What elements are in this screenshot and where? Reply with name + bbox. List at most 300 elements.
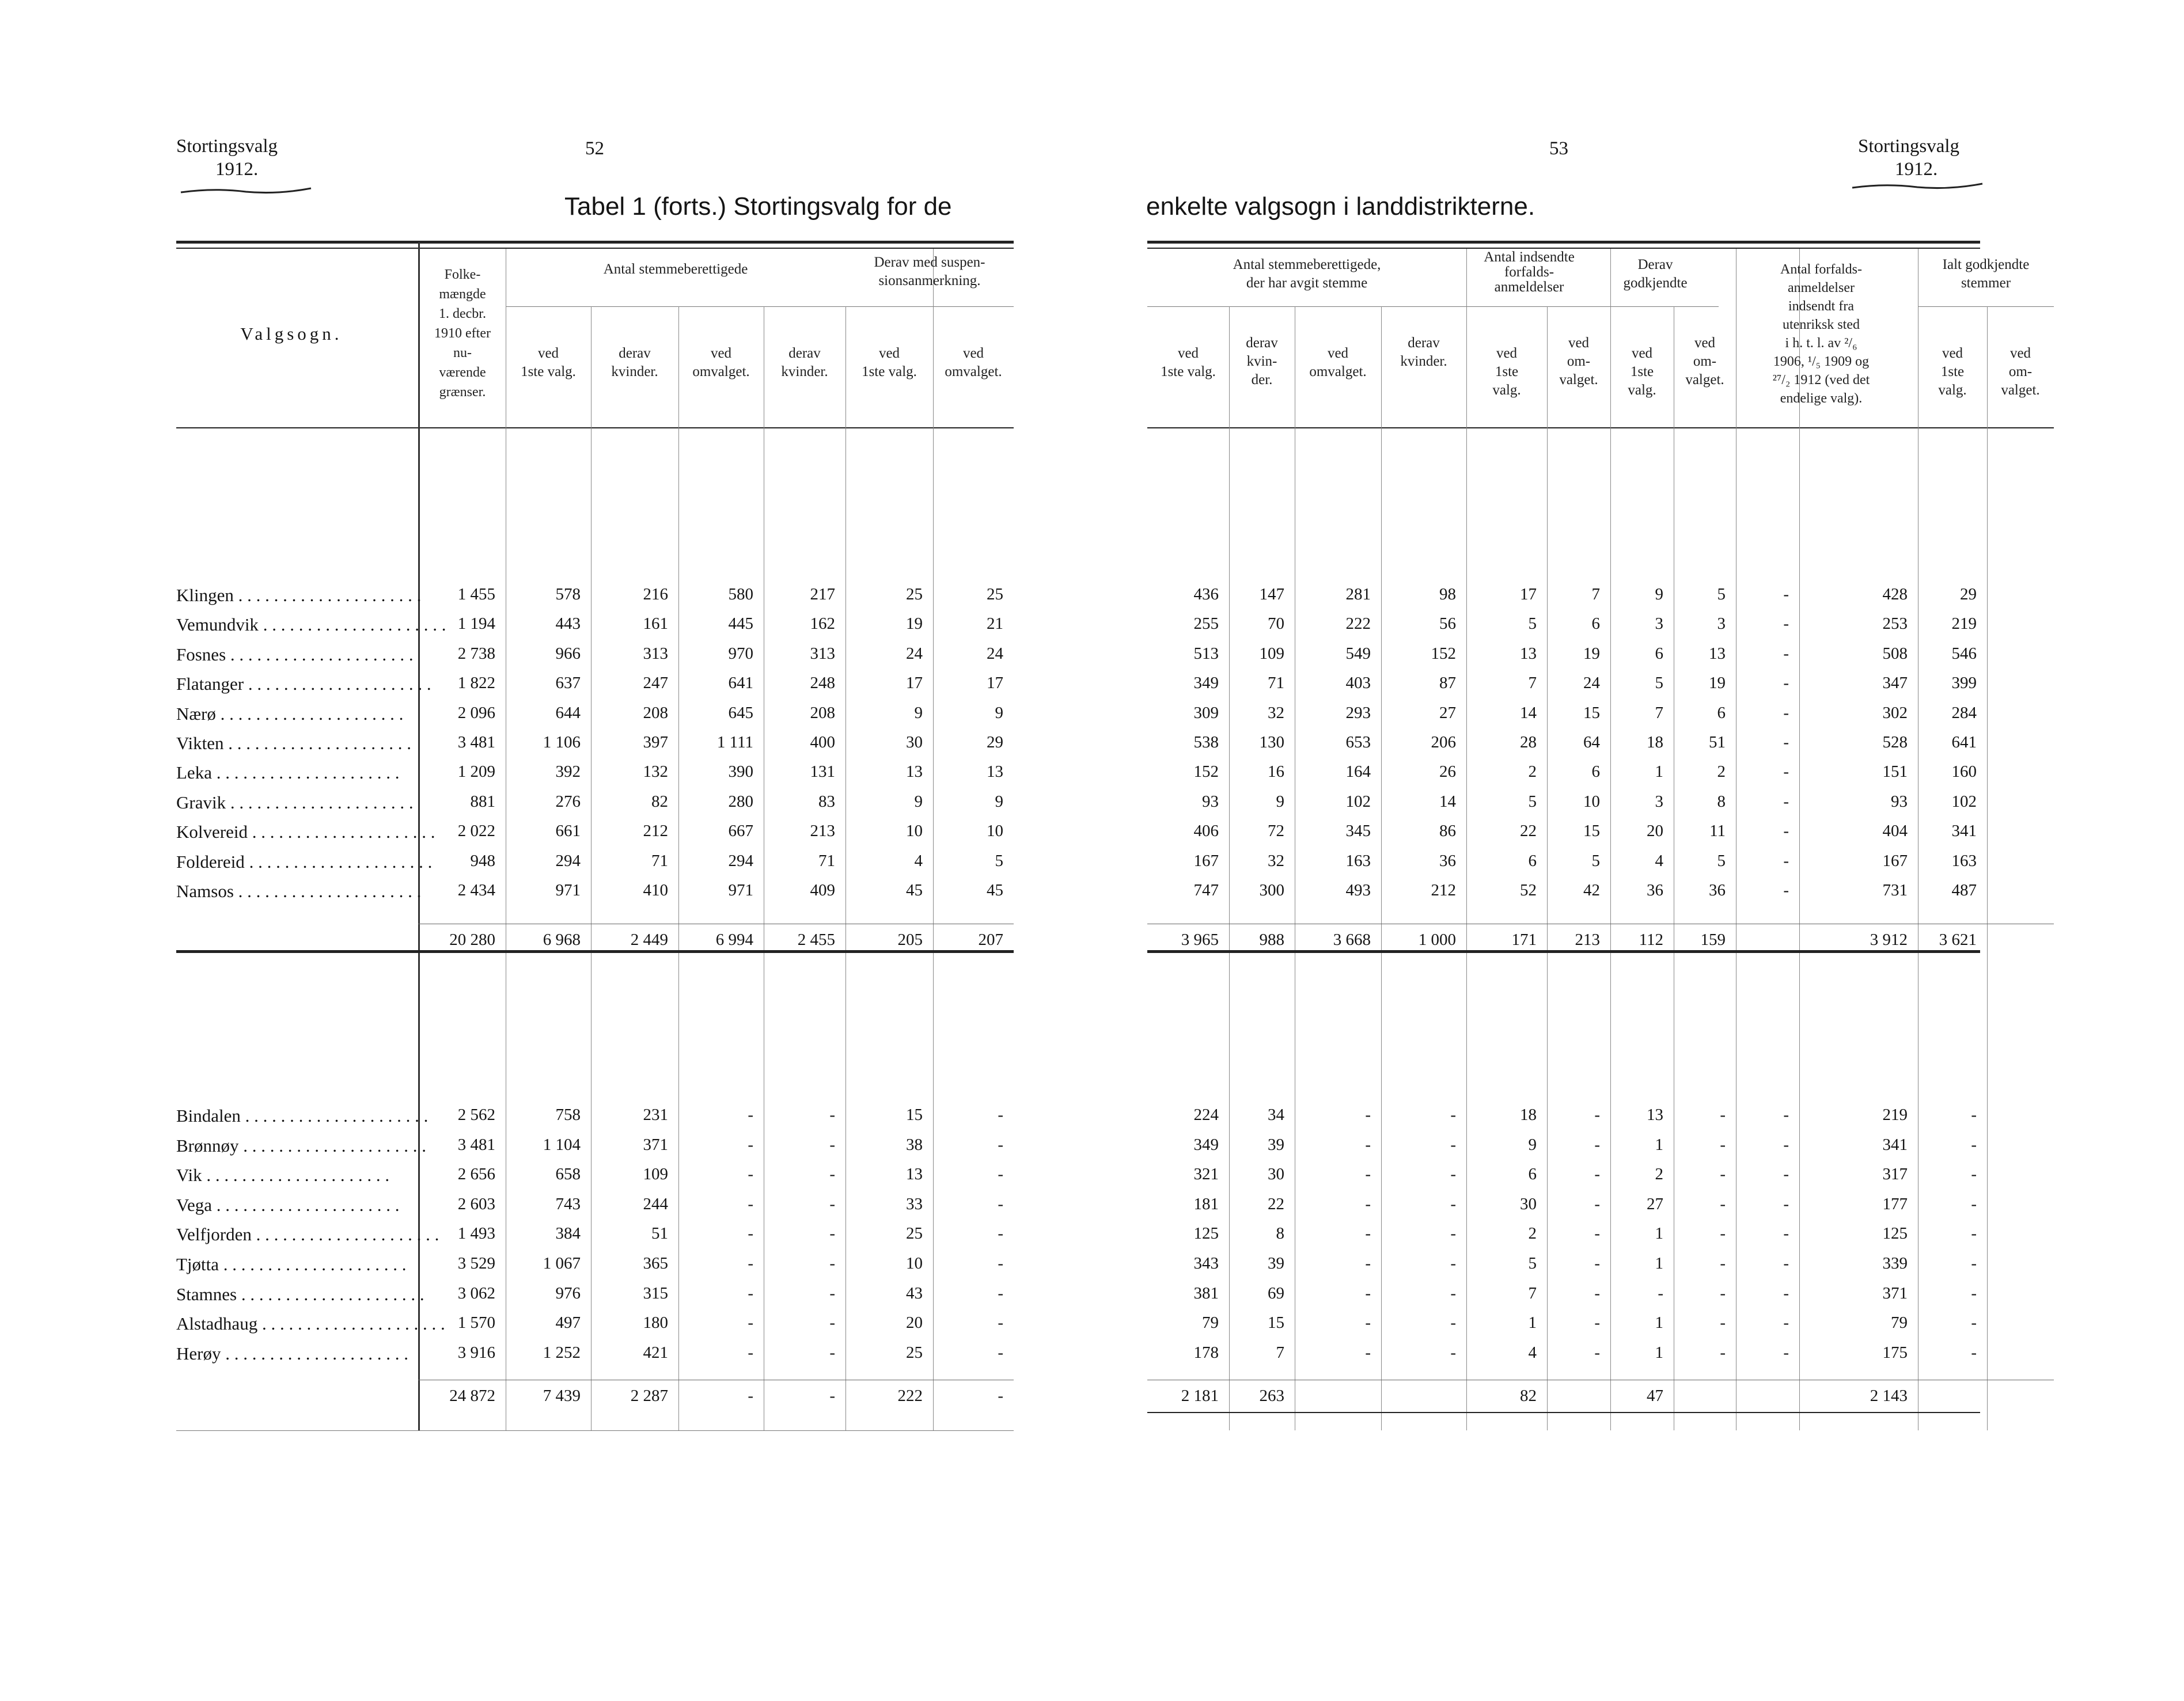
total-cell: 159 [1700,931,1726,949]
leader-dots: . . . . . . . . . . . . . . . . . . . . . [244,851,433,872]
table-cell: 3 916 [457,1343,495,1362]
rule-group-indsendte [1466,306,1592,307]
header-sub-col: ved omvalget. [1309,345,1367,379]
table-cell: 216 [643,585,668,603]
table-cell: 132 [643,762,668,781]
row-label [176,1284,424,1305]
table-cell: - [1971,1224,1977,1243]
table-cell: - [1594,1254,1600,1273]
table-cell: 13 [906,762,923,781]
header-sub-col: ved omvalget. [945,345,1002,379]
table-cell: 6 [1717,703,1726,722]
header-sub-col: ved om- valget. [1685,335,1724,388]
table-cell: 177 [1882,1194,1908,1213]
table-cell: 16 [1268,762,1284,781]
table-cell: - [1971,1313,1977,1332]
table-cell: 24 [906,644,923,663]
table-cell: 743 [555,1194,581,1213]
table-cell: 403 [1345,674,1371,693]
table-cell: - [748,1165,753,1184]
table-cell: 9 [914,703,923,722]
table-cell: 3 [1655,792,1663,811]
table-cell: 1 [1655,1343,1663,1362]
table-cell: 10 [906,822,923,841]
table-cell: 70 [1268,614,1284,633]
table-cell: 93 [1202,792,1219,811]
table-cell: 10 [906,1254,923,1273]
table-cell: 421 [643,1343,668,1362]
table-cell: 6 [1591,762,1600,781]
table-cell: 406 [1193,822,1219,841]
table-cell: - [1783,644,1789,663]
row-label [176,674,431,694]
table-cell: 6 [1591,614,1600,633]
table-cell: 1 455 [457,585,495,603]
table-cell: 1 106 [543,733,581,751]
table-cell: 212 [643,822,668,841]
rule-bottom-left [176,1430,1014,1431]
table-cell: 102 [1345,792,1371,811]
table-cell: 2 603 [457,1194,495,1213]
table-cell: 9 [995,792,1003,811]
table-cell: 321 [1193,1165,1219,1184]
total-cell: 1 000 [1418,931,1456,949]
valgsogn-name: Foldereid [176,851,245,872]
row-label [176,881,422,902]
table-cell: - [1783,851,1789,870]
leader-dots: . . . . . . . . . . . . . . . . . . . . . [233,881,422,901]
table-cell: - [1365,1284,1371,1303]
table-cell: 45 [906,881,923,899]
table-cell: - [1720,1284,1726,1303]
total-cell: 222 [897,1387,923,1405]
table-cell: 390 [728,762,753,781]
table-cell: 4 [914,851,923,870]
table-cell: - [829,1254,835,1273]
table-cell: 175 [1882,1343,1908,1362]
table-cell: - [1365,1224,1371,1243]
table-cell: 400 [810,733,835,751]
table-cell: 102 [1951,792,1977,811]
table-cell: 341 [1882,1135,1908,1154]
rule-top-right [1147,241,1980,244]
valgsogn-name: Gravik [176,792,226,812]
table-cell: 9 [1528,1135,1537,1154]
total-cell: 205 [897,931,923,949]
valgsogn-name: Stamnes [176,1284,237,1304]
total-cell: 112 [1639,931,1663,949]
total-cell: 3 668 [1333,931,1371,949]
total-cell: - [748,1387,753,1405]
table-cell: 15 [1583,703,1600,722]
leader-dots: . . . . . . . . . . . . . . . . . . . . . [257,1313,445,1334]
table-cell: 339 [1882,1254,1908,1273]
table-cell: 9 [995,703,1003,722]
table-cell: - [998,1284,1003,1303]
valgsogn-name: Vikten [176,733,224,753]
table-cell: 493 [1345,881,1371,899]
table-cell: 345 [1345,822,1371,841]
table-cell: 976 [555,1284,581,1303]
table-cell: - [1658,1284,1663,1303]
table-cell: 86 [1439,822,1456,841]
table-cell: - [1450,1254,1456,1273]
table-cell: 162 [810,614,835,633]
table-cell: 7 [1276,1343,1284,1362]
header-sub-col: derav kvin- der. [1246,335,1278,388]
table-cell: 1 194 [457,614,495,633]
valgsogn-name: Brønnøy [176,1135,239,1156]
table-cell: 3 062 [457,1284,495,1303]
total-cell: 2 143 [1870,1387,1908,1405]
leader-dots: . . . . . . . . . . . . . . . . . . . . . [215,703,404,724]
table-cell: 28 [1520,733,1537,751]
table-cell: - [1450,1313,1456,1332]
table-cell: 2 022 [457,822,495,841]
table-cell: 71 [1268,674,1284,693]
table-cell: 51 [651,1224,668,1243]
valgsogn-name: Bindalen [176,1106,241,1126]
row-label [176,1343,412,1364]
table-cell: 13 [1647,1106,1663,1124]
table-cell: 152 [1431,644,1456,663]
table-cell: 349 [1193,674,1219,693]
table-cell: 36 [1439,851,1456,870]
leader-dots: . . . . . . . . . . . . . . . . . . . . . [219,1254,407,1274]
table-cell: 313 [810,644,835,663]
table-cell: 641 [728,674,753,693]
table-cell: - [998,1165,1003,1184]
table-cell: 731 [1882,881,1908,899]
header-sub-col: ved 1ste valg. [1938,345,1967,398]
table-cell: 32 [1268,703,1284,722]
table-cell: 219 [1951,614,1977,633]
row-label [176,792,412,813]
table-cell: 1 570 [457,1313,495,1332]
table-cell: 1 067 [543,1254,581,1273]
table-cell: 151 [1882,762,1908,781]
table-cell: 25 [987,585,1003,603]
header-sub-col: ved om- valget. [2001,345,2040,398]
table-cell: - [998,1194,1003,1213]
table-cell: - [1783,762,1789,781]
table-cell: 1 252 [543,1343,581,1362]
rule-bottom-right [1147,1412,1980,1413]
table-cell: 24 [1583,674,1600,693]
table-cell: 2 [1528,1224,1537,1243]
table-cell: - [1594,1135,1600,1154]
table-cell: 428 [1882,585,1908,603]
table-cell: - [1365,1194,1371,1213]
table-cell: 19 [1583,644,1600,663]
row-label [176,733,412,754]
table-cell: 317 [1882,1165,1908,1184]
row-label [176,1106,429,1126]
table-cell: 2 434 [457,881,495,899]
rule-top-right-thin [1147,248,1980,249]
table-cell: - [1594,1194,1600,1213]
table-cell: 5 [1528,614,1537,633]
leader-dots: . . . . . . . . . . . . . . . . . . . . . [223,733,412,753]
table-cell: 970 [728,644,753,663]
table-cell: 130 [1259,733,1284,751]
leader-dots: . . . . . . . . . . . . . . . . . . . . . [258,614,446,635]
header-sub-col: derav kvinder. [1400,335,1447,369]
table-cell: - [1783,1224,1789,1243]
header-sub-col: derav kvinder. [611,345,658,379]
table-cell: 17 [987,674,1003,693]
table-cell: 19 [906,614,923,633]
total-cell: 988 [1259,931,1284,949]
table-cell: 436 [1193,585,1219,603]
leader-dots: . . . . . . . . . . . . . . . . . . . . . [211,762,400,783]
table-cell: - [1720,1194,1726,1213]
table-cell: 6 [1528,1165,1537,1184]
table-cell: - [1720,1343,1726,1362]
header-sub-col: ved omvalget. [692,345,750,379]
total-cell: 213 [1575,931,1600,949]
table-cell: 546 [1951,644,1977,663]
table-cell: 349 [1193,1135,1219,1154]
table-cell: 6 [1528,851,1537,870]
table-cell: 13 [1520,644,1537,663]
table-cell: 253 [1882,614,1908,633]
row-label [176,1135,426,1156]
table-cell: 93 [1891,792,1908,811]
leader-dots: . . . . . . . . . . . . . . . . . . . . . [240,1106,429,1126]
table-cell: 52 [1520,881,1537,899]
leader-dots: . . . . . . . . . . . . . . . . . . . . . [221,1343,408,1364]
table-cell: - [1783,1284,1789,1303]
table-cell: 2 738 [457,644,495,663]
table-cell: 125 [1882,1224,1908,1243]
table-cell: 1 111 [716,733,753,751]
row-label [176,1254,412,1275]
table-cell: 1 104 [543,1135,581,1154]
table-cell: - [1783,614,1789,633]
row-label [176,614,446,635]
table-cell: 1 [1528,1313,1537,1332]
table-cell: - [1783,1135,1789,1154]
leader-dots: . . . . . . . . . . . . . . . . . . . . . [233,585,422,605]
leader-dots: . . . . . . . . . . . . . . . . . . . . . [238,1135,426,1156]
table-cell: 758 [555,1106,581,1124]
table-cell: - [998,1135,1003,1154]
table-cell: - [1783,674,1789,693]
table-cell: 163 [1951,851,1977,870]
table-cell: 82 [651,792,668,811]
table-cell: - [1365,1106,1371,1124]
table-title-right: enkelte valgsogn i landdistrikterne. [1146,192,1535,221]
table-cell: 25 [906,585,923,603]
table-cell: 167 [1193,851,1219,870]
table-cell: 5 [1717,585,1726,603]
header-sub-col: ved 1ste valg. [521,345,576,379]
table-cell: - [1783,1313,1789,1332]
table-cell: - [748,1284,753,1303]
rule-group-antal [506,306,845,307]
table-cell: - [1720,1135,1726,1154]
table-cell: 14 [1520,703,1537,722]
table-cell: - [1594,1284,1600,1303]
table-cell: - [1971,1135,1977,1154]
table-cell: 445 [728,614,753,633]
table-cell: - [1720,1106,1726,1124]
table-cell: 206 [1431,733,1456,751]
table-cell: 528 [1882,733,1908,751]
table-cell: 300 [1259,881,1284,899]
table-cell: 164 [1345,762,1371,781]
table-cell: 167 [1882,851,1908,870]
running-header-left: Stortingsvalg [176,136,278,157]
table-cell: - [1450,1224,1456,1243]
running-year-left: 1912. [215,159,259,180]
table-cell: 294 [728,851,753,870]
table-cell: 71 [651,851,668,870]
total-cell: 263 [1259,1387,1284,1405]
table-cell: 2 096 [457,703,495,722]
table-cell: 213 [810,822,835,841]
row-label [176,585,422,606]
table-cell: 293 [1345,703,1371,722]
table-cell: 1 [1655,762,1663,781]
table-cell: - [1365,1313,1371,1332]
table-cell: 64 [1583,733,1600,751]
table-cell: 161 [643,614,668,633]
table-cell: - [1783,703,1789,722]
table-cell: 1 [1655,1313,1663,1332]
row-label [176,851,433,872]
valgsogn-name: Vik [176,1165,202,1186]
table-cell: 281 [1345,585,1371,603]
table-cell: - [1783,1106,1789,1124]
table-cell: 3 529 [457,1254,495,1273]
table-cell: 661 [555,822,581,841]
table-cell: 3 [1717,614,1726,633]
table-cell: 29 [1960,585,1977,603]
table-cell: - [748,1135,753,1154]
total-cell: 207 [978,931,1003,949]
table-cell: 410 [643,881,668,899]
table-cell: 409 [810,881,835,899]
valgsogn-name: Herøy [176,1343,221,1364]
header-sub-col: ved 1ste valg. [862,345,917,379]
table-cell: - [1783,881,1789,899]
leader-dots: . . . . . . . . . . . . . . . . . . . . . [211,1194,400,1215]
table-cell: - [998,1224,1003,1243]
table-cell: 30 [1520,1194,1537,1213]
total-cell: 6 994 [715,931,753,949]
table-cell: 5 [1717,851,1726,870]
table-cell: 309 [1193,703,1219,722]
table-cell: - [1594,1106,1600,1124]
table-cell: 10 [987,822,1003,841]
table-cell: - [1720,1165,1726,1184]
table-cell: 24 [987,644,1003,663]
valgsogn-name: Vega [176,1194,212,1215]
table-cell: 247 [643,674,668,693]
table-cell: - [1450,1165,1456,1184]
table-cell: - [1594,1313,1600,1332]
table-cell: 966 [555,644,581,663]
table-cell: 381 [1193,1284,1219,1303]
table-cell: - [1971,1194,1977,1213]
table-cell: - [1971,1106,1977,1124]
valgsogn-name: Alstadhaug [176,1313,258,1334]
table-cell: 36 [1709,881,1726,899]
table-cell: 9 [1276,792,1284,811]
table-cell: 10 [1583,792,1600,811]
table-cell: 98 [1439,585,1456,603]
total-cell: 2 181 [1181,1387,1219,1405]
table-cell: 971 [728,881,753,899]
table-cell: 42 [1583,881,1600,899]
table-cell: - [748,1106,753,1124]
table-cell: - [1971,1254,1977,1273]
table-cell: - [998,1106,1003,1124]
table-cell: - [1365,1254,1371,1273]
table-cell: 255 [1193,614,1219,633]
table-cell: 1 [1655,1135,1663,1154]
table-cell: 17 [906,674,923,693]
ornament-swash-left [180,187,312,195]
leader-dots: . . . . . . . . . . . . . . . . . . . . . [202,1165,390,1186]
table-cell: 7 [1528,674,1537,693]
table-cell: - [1450,1135,1456,1154]
table-cell: 5 [1591,851,1600,870]
header-indsendte: Antal indsendte forfalds- anmeldelser [1484,249,1575,295]
table-cell: 971 [555,881,581,899]
table-cell: - [829,1194,835,1213]
table-cell: 1 209 [457,762,495,781]
row-label [176,1313,445,1334]
rule-head-left [176,427,1014,428]
leader-dots: . . . . . . . . . . . . . . . . . . . . . [244,674,431,694]
table-cell: 1 822 [457,674,495,693]
table-cell: 3 481 [457,1135,495,1154]
table-cell: 658 [555,1165,581,1184]
table-cell: 178 [1193,1343,1219,1362]
table-cell: - [829,1224,835,1243]
table-cell: 29 [987,733,1003,751]
rule-top-left-thin [176,248,1014,249]
table-cell: 341 [1951,822,1977,841]
table-cell: 109 [643,1165,668,1184]
table-cell: - [1720,1224,1726,1243]
table-cell: 15 [1583,822,1600,841]
table-cell: - [1594,1165,1600,1184]
table-cell: 667 [728,822,753,841]
table-cell: 79 [1202,1313,1219,1332]
table-cell: 280 [728,792,753,811]
table-cell: 302 [1882,703,1908,722]
table-cell: - [1594,1343,1600,1362]
table-cell: 22 [1268,1194,1284,1213]
table-cell: - [1783,1254,1789,1273]
table-cell: - [829,1313,835,1332]
table-cell: - [1783,792,1789,811]
table-cell: - [1594,1224,1600,1243]
running-year-right: 1912. [1895,159,1938,180]
table-cell: 244 [643,1194,668,1213]
table-cell: 315 [643,1284,668,1303]
table-cell: 208 [643,703,668,722]
table-cell: 160 [1951,762,1977,781]
table-cell: 72 [1268,822,1284,841]
rule-section-end-right [1147,950,1980,953]
table-cell: 371 [643,1135,668,1154]
leader-dots: . . . . . . . . . . . . . . . . . . . . . [226,644,414,665]
